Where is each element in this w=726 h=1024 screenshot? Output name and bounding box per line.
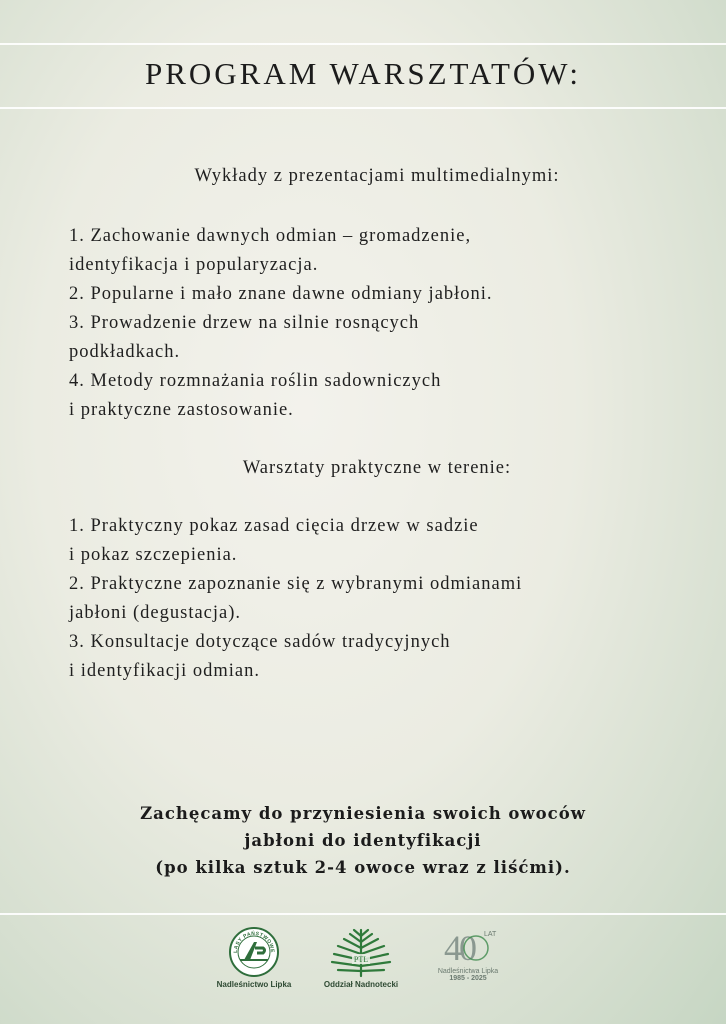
- list-item: 1. Praktyczny pokaz zasad cięcia drzew w sadzie: [69, 516, 479, 536]
- lasy-panstwowe-logo: [212, 926, 296, 989]
- ring-text: LASY PAŃSTWOWE: [232, 930, 276, 954]
- list-item: 1. Zachowanie dawnych odmian – gromadzenie,: [69, 226, 472, 246]
- title-rule: [0, 107, 726, 109]
- list-item: 3. Prowadzenie drzew na silnie rosnących: [69, 313, 420, 333]
- anniversary-40-logo-icon: [438, 926, 498, 966]
- logo-caption: Nadleśnictwa Lipka: [437, 968, 499, 975]
- list-item: i praktyczne zastosowanie.: [69, 400, 294, 420]
- lasy-panstwowe-logo-icon: [228, 926, 280, 978]
- logo-caption: Nadleśnictwo Lipka: [216, 980, 292, 989]
- list-item: i identyfikacji odmian.: [69, 661, 260, 681]
- list-item: 2. Popularne i mało znane dawne odmiany jabłoni.: [69, 284, 493, 304]
- list-item: 2. Praktyczne zapoznanie się z wybranymi odmianami: [69, 574, 523, 594]
- anniversary-logo: [426, 926, 510, 982]
- top-rule: [0, 43, 726, 45]
- logo-caption: Oddział Nadnotecki: [323, 980, 399, 989]
- list-item: jabłoni (degustacja).: [69, 603, 242, 623]
- anniversary-suffix: LAT: [484, 931, 497, 938]
- note-line: Zachęcamy do przyniesienia swoich owoców: [140, 804, 586, 823]
- workshops-list: [69, 512, 669, 686]
- workshops-heading: Warsztaty praktyczne w terenie:: [242, 458, 512, 478]
- list-item: identyfikacja i popularyzacja.: [69, 255, 319, 275]
- note-line: jabłoni do identyfikacji: [244, 831, 482, 850]
- fir-branch-logo-icon: [326, 926, 396, 978]
- list-item: podkładkach.: [69, 342, 181, 362]
- ptl-logo: [318, 926, 404, 989]
- page-title: PROGRAM WARSZTATÓW:: [144, 56, 582, 91]
- list-item: 3. Konsultacje dotyczące sadów tradycyjnych: [69, 632, 451, 652]
- list-item: 4. Metody rozmnażania roślin sadowniczych: [69, 371, 442, 391]
- lectures-list: [69, 222, 669, 425]
- logo-years: 1985 - 2025: [449, 975, 487, 982]
- invitation-note: [0, 800, 726, 881]
- list-item: i pokaz szczepienia.: [69, 545, 238, 565]
- anniversary-number: 40: [444, 928, 474, 966]
- lectures-heading: Wykłady z prezentacjami multimedialnymi:: [194, 166, 560, 186]
- footer-rule: [0, 913, 726, 915]
- emblem-text: PTL: [353, 955, 369, 964]
- note-line: (po kilka sztuk 2-4 owoce wraz z liśćmi).: [155, 858, 571, 877]
